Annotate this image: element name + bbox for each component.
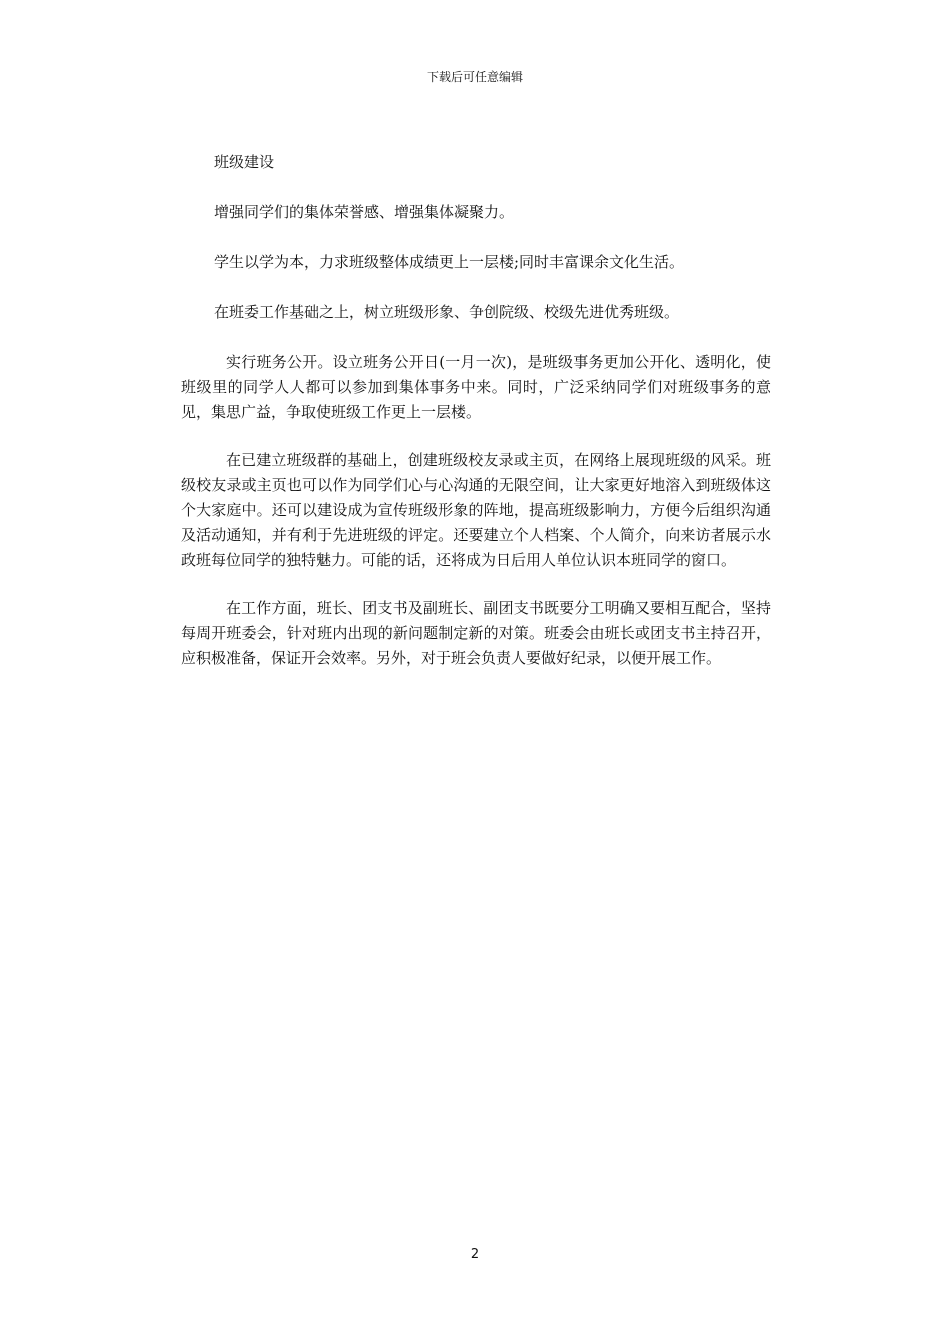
body-paragraph: 在工作方面，班长、团支书及副班长、副团支书既要分工明确又要相互配合，坚持每周开班委会，针对班内出现的新问题制定新的对策。班委会由班长或团支书主持召开，应积极准备，保证开会效率。另外，对于班会负责人要做好纪录，以便开展工作。 [181, 599, 771, 667]
body-line: 学生以学为本，力求班级整体成绩更上一层楼;同时丰富课余文化生活。 [214, 253, 685, 271]
page-number: 2 [470, 1247, 480, 1262]
document-body [181, 150, 771, 694]
section-heading: 班级建设 [214, 153, 275, 171]
body-paragraph: 在已建立班级群的基础上，创建班级校友录或主页，在网络上展现班级的风采。班级校友录或主页也可以作为同学们心与心沟通的无限空间，让大家更好地溶入到班级体这个大家庭中。还可以建设成为宣传班级形象的阵地，提高班级影响力，方便今后组织沟通及活动通知，并有利于先进班级的评定。还要建立个人档案、个人简介，向来访者展示水政班每位同学的独特魅力。可能的话，还将成为日后用人单位认识本班同学的窗口。 [181, 451, 771, 569]
page-header: 下载后可任意编辑 [426, 70, 523, 84]
body-paragraph: 实行班务公开。设立班务公开日(一月一次)，是班级事务更加公开化、透明化，使班级里的同学人人都可以参加到集体事务中来。同时，广泛采纳同学们对班级事务的意见，集思广益，争取使班级工作更上一层楼。 [181, 353, 771, 421]
body-line: 增强同学们的集体荣誉感、增强集体凝聚力。 [214, 203, 515, 221]
body-line: 在班委工作基础之上，树立班级形象、争创院级、校级先进优秀班级。 [214, 303, 680, 321]
